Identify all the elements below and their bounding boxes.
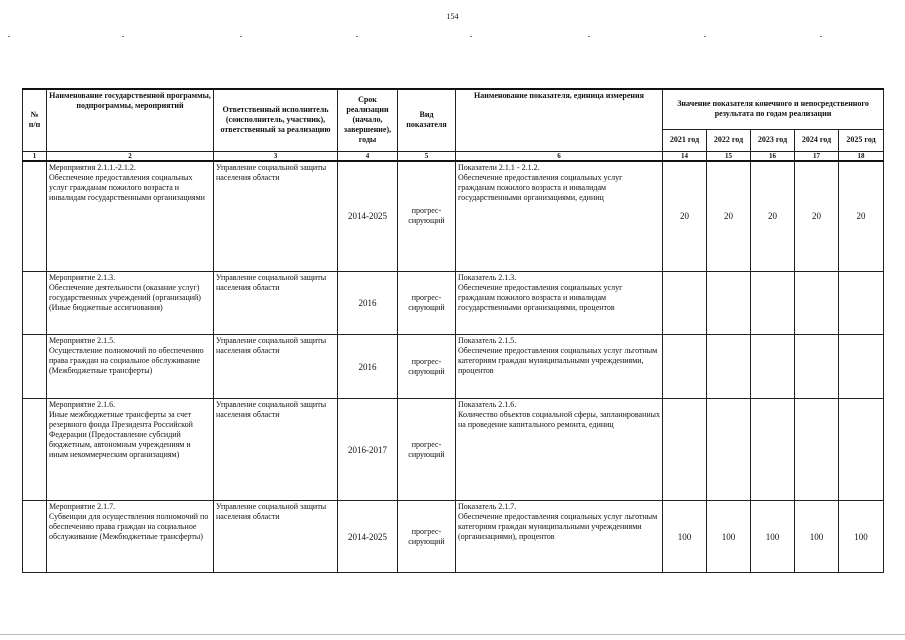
header-kind: Вид показателя bbox=[398, 89, 456, 151]
row-num bbox=[23, 335, 47, 399]
period-cell: 2016-2017 bbox=[338, 399, 398, 501]
value-2021 bbox=[663, 399, 707, 501]
column-number: 15 bbox=[707, 151, 751, 161]
executor-cell: Управление социальной защиты населения области bbox=[214, 501, 338, 573]
header-year-2025: 2025 год bbox=[839, 129, 884, 151]
indicator-cell: Показатель 2.1.5. Обеспечение предоставления социальных услуг льготным категориям граждан муниципальными учреждениями, процентов bbox=[456, 335, 663, 399]
value-2024: 20 bbox=[795, 161, 839, 272]
table-row bbox=[23, 501, 884, 573]
value-2023 bbox=[751, 399, 795, 501]
indicator-cell: Показатель 2.1.6. Количество объектов социальной сферы, запланированных на проведение капитального ремонта, единиц bbox=[456, 399, 663, 501]
executor-cell: Управление социальной защиты населения области bbox=[214, 272, 338, 335]
header-year-2024: 2024 год bbox=[795, 129, 839, 151]
column-number: 6 bbox=[456, 151, 663, 161]
value-2022 bbox=[707, 335, 751, 399]
program-cell: Мероприятие 2.1.3. Обеспечение деятельности (оказание услуг) государственных учреждений (организаций) (Иные бюджетные ассигнования) bbox=[47, 272, 214, 335]
indicator-cell: Показатели 2.1.1 - 2.1.2. Обеспечение предоставления социальных услуг гражданам пожилого возраста и инвалидам государственными организациями, единиц bbox=[456, 161, 663, 272]
column-number: 17 bbox=[795, 151, 839, 161]
column-number: 5 bbox=[398, 151, 456, 161]
kind-cell: прогрес- сирующий bbox=[398, 399, 456, 501]
value-2022 bbox=[707, 399, 751, 501]
value-2025: 20 bbox=[839, 161, 884, 272]
program-cell: Мероприятие 2.1.6. Иные межбюджетные трансферты за счет резервного фонда Президента Российской Федерации (Предоставление субсидий бюджетным, автономным учреждениям и иным некоммерческим организациям) bbox=[47, 399, 214, 501]
kind-cell: прогрес- сирующий bbox=[398, 335, 456, 399]
kind-cell: прогрес- сирующий bbox=[398, 501, 456, 573]
value-2024 bbox=[795, 399, 839, 501]
column-number: 2 bbox=[47, 151, 214, 161]
value-2024: 100 bbox=[795, 501, 839, 573]
table-row bbox=[23, 272, 884, 335]
value-2021 bbox=[663, 272, 707, 335]
value-2025 bbox=[839, 272, 884, 335]
row-num bbox=[23, 161, 47, 272]
value-2025 bbox=[839, 399, 884, 501]
value-2022 bbox=[707, 272, 751, 335]
column-number: 3 bbox=[214, 151, 338, 161]
indicators-table bbox=[22, 88, 884, 573]
value-2021: 20 bbox=[663, 161, 707, 272]
header-indicator: Наименование показателя, единица измерения bbox=[456, 89, 663, 151]
row-num bbox=[23, 501, 47, 573]
column-number: 14 bbox=[663, 151, 707, 161]
indicator-cell: Показатель 2.1.3. Обеспечение предоставления социальных услуг гражданам пожилого возраста и инвалидам государственными организациями, процентов bbox=[456, 272, 663, 335]
program-cell: Мероприятие 2.1.5. Осуществление полномочий по обеспечению права граждан на социальное обслуживание (Межбюджетные трансферты) bbox=[47, 335, 214, 399]
value-2022: 100 bbox=[707, 501, 751, 573]
row-num bbox=[23, 272, 47, 335]
column-number: 18 bbox=[839, 151, 884, 161]
scan-edge bbox=[0, 634, 905, 635]
value-2023: 20 bbox=[751, 161, 795, 272]
indicator-cell: Показатель 2.1.7. Обеспечение предоставления социальных услуг льготным категориям граждан муниципальными учреждениями (организациями), процентов bbox=[456, 501, 663, 573]
header-year-2021: 2021 год bbox=[663, 129, 707, 151]
kind-cell: прогрес- сирующий bbox=[398, 161, 456, 272]
column-number: 4 bbox=[338, 151, 398, 161]
header-year-2023: 2023 год bbox=[751, 129, 795, 151]
column-number: 1 bbox=[23, 151, 47, 161]
value-2023 bbox=[751, 335, 795, 399]
value-2023 bbox=[751, 272, 795, 335]
executor-cell: Управление социальной защиты населения области bbox=[214, 335, 338, 399]
executor-cell: Управление социальной защиты населения области bbox=[214, 161, 338, 272]
row-num bbox=[23, 399, 47, 501]
value-2023: 100 bbox=[751, 501, 795, 573]
table-row bbox=[23, 399, 884, 501]
program-cell: Мероприятия 2.1.1.-2.1.2. Обеспечение предоставления социальных услуг гражданам пожилого возраста и инвалидам государственными организациями bbox=[47, 161, 214, 272]
executor-cell: Управление социальной защиты населения области bbox=[214, 399, 338, 501]
page-number: 154 bbox=[446, 12, 459, 21]
header-values: Значение показателя конечного и непосредственного результата по годам реализации bbox=[663, 89, 884, 129]
period-cell: 2014-2025 bbox=[338, 161, 398, 272]
header-year-2022: 2022 год bbox=[707, 129, 751, 151]
header-program: Наименование государственной программы, подпрограммы, мероприятий bbox=[47, 89, 214, 151]
table-row bbox=[23, 161, 884, 272]
value-2022: 20 bbox=[707, 161, 751, 272]
header-executor: Ответственный исполнитель (соисполнитель, участник), ответственный за реализацию bbox=[214, 89, 338, 151]
kind-cell: прогрес- сирующий bbox=[398, 272, 456, 335]
program-cell: Мероприятие 2.1.7. Субвенции для осуществления полномочий по обеспечению права граждан на социальное обслуживание (Межбюджетные трансферты) bbox=[47, 501, 214, 573]
period-cell: 2014-2025 bbox=[338, 501, 398, 573]
value-2024 bbox=[795, 272, 839, 335]
period-cell: 2016 bbox=[338, 335, 398, 399]
value-2021: 100 bbox=[663, 501, 707, 573]
value-2024 bbox=[795, 335, 839, 399]
value-2021 bbox=[663, 335, 707, 399]
value-2025: 100 bbox=[839, 501, 884, 573]
header-num: № п/п bbox=[23, 89, 47, 151]
column-number: 16 bbox=[751, 151, 795, 161]
table-row bbox=[23, 335, 884, 399]
scan-artifacts bbox=[0, 36, 905, 40]
value-2025 bbox=[839, 335, 884, 399]
header-period: Срок реализации (начало, завершение), годы bbox=[338, 89, 398, 151]
period-cell: 2016 bbox=[338, 272, 398, 335]
